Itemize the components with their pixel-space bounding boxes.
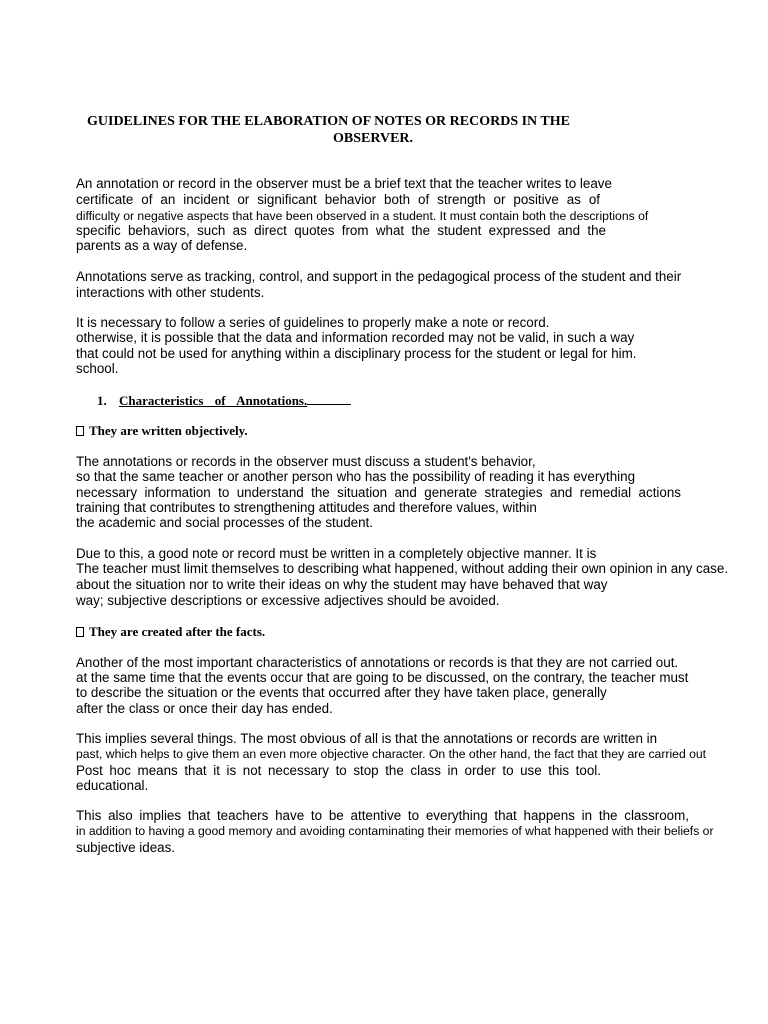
paragraph-line: about the situation nor to write their ideas on why the student may have behaved that way bbox=[76, 577, 608, 592]
missing-glyph-box-icon bbox=[76, 426, 84, 436]
paragraph-line: An annotation or record in the observer must be a brief text that the teacher writes to leave bbox=[76, 176, 612, 191]
paragraph-line: interactions with other students. bbox=[76, 285, 265, 300]
title-line-1: GUIDELINES FOR THE ELABORATION OF NOTES OR RECORDS IN THE bbox=[87, 114, 570, 129]
paragraph-line: so that the same teacher or another person who has the possibility of reading it has everything bbox=[76, 469, 636, 484]
paragraph-line: past, which helps to give them an even more objective character. On the other hand, the fact that they are carried out bbox=[76, 747, 707, 761]
paragraph-line: way; subjective descriptions or excessive adjectives should be avoided. bbox=[76, 593, 500, 608]
paragraph-line: training that contributes to strengthening attitudes and therefore values, within bbox=[76, 500, 537, 515]
paragraph-line: This implies several things. The most obvious of all is that the annotations or records are written in bbox=[76, 731, 658, 746]
paragraph-line: It is necessary to follow a series of guidelines to properly make a note or record. bbox=[76, 315, 550, 330]
paragraph-line: at the same time that the events occur that are going to be discussed, on the contrary, the teacher must bbox=[76, 670, 689, 685]
missing-glyph-box-icon bbox=[76, 627, 84, 637]
paragraph-line: specific behaviors, such as direct quotes from what the student expressed and the bbox=[76, 223, 606, 238]
paragraph-line: certificate of an incident or significant behavior both of strength or positive as of bbox=[76, 192, 600, 207]
paragraph-line: Annotations serve as tracking, control, and support in the pedagogical process of the student and their bbox=[76, 269, 682, 284]
paragraph-line: educational. bbox=[76, 778, 149, 793]
paragraph-line: that could not be used for anything within a disciplinary process for the student or legal for him. bbox=[76, 346, 637, 361]
heading-underline-extension bbox=[307, 392, 351, 405]
paragraph-line: Post hoc means that it is not necessary to stop the class in order to use this tool. bbox=[76, 763, 601, 778]
paragraph-line: difficulty or negative aspects that have been observed in a student. It must contain both the descriptions of bbox=[76, 209, 649, 223]
paragraph-line: in addition to having a good memory and avoiding contaminating their memories of what happened with their beliefs or bbox=[76, 824, 714, 838]
section-number: 1. bbox=[97, 393, 107, 408]
subheading-label: They are created after the facts. bbox=[89, 624, 266, 639]
subheading-objective bbox=[76, 423, 248, 439]
paragraph-line: subjective ideas. bbox=[76, 840, 175, 855]
section-heading bbox=[97, 392, 351, 409]
paragraph-line: the academic and social processes of the student. bbox=[76, 515, 374, 530]
paragraph-line: The teacher must limit themselves to describing what happened, without adding their own opinion in any case. bbox=[76, 561, 729, 576]
paragraph-line: to describe the situation or the events that occurred after they have taken place, generally bbox=[76, 685, 607, 700]
paragraph-line: Due to this, a good note or record must be written in a completely objective manner. It is bbox=[76, 546, 597, 561]
paragraph-line: parents as a way of defense. bbox=[76, 238, 248, 253]
paragraph-line: after the class or once their day has ended. bbox=[76, 701, 333, 716]
section-heading-text: Characteristics of Annotations. bbox=[119, 393, 308, 408]
paragraph-line: The annotations or records in the observer must discuss a student's behavior, bbox=[76, 454, 536, 469]
paragraph-line: Another of the most important characteristics of annotations or records is that they are not carried out. bbox=[76, 655, 679, 670]
paragraph-line: otherwise, it is possible that the data and information recorded may not be valid, in such a way bbox=[76, 330, 635, 345]
paragraph-line: This also implies that teachers have to be attentive to everything that happens in the classroom, bbox=[76, 808, 689, 823]
subheading-label: They are written objectively. bbox=[89, 423, 248, 438]
paragraph-line: school. bbox=[76, 361, 119, 376]
paragraph-line: necessary information to understand the situation and generate strategies and remedial actions bbox=[76, 485, 681, 500]
subheading-after-facts bbox=[76, 624, 265, 640]
title-line-2: OBSERVER. bbox=[333, 131, 414, 146]
